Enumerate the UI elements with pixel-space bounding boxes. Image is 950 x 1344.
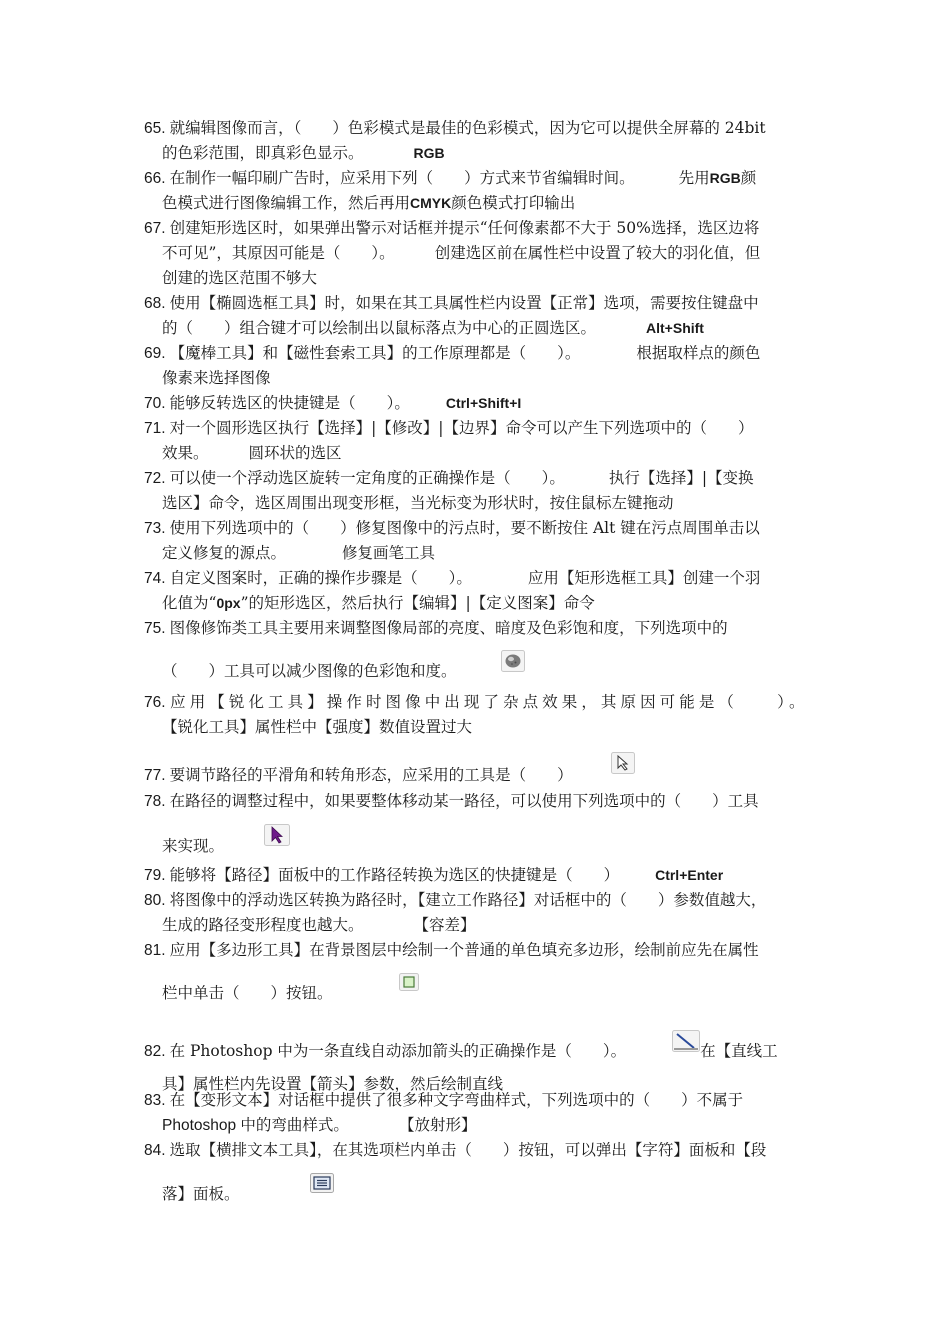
answer-text: 圆环状的选区 [248,444,342,462]
question-number: 65. [144,120,166,137]
answer-text: 在【直线工 [700,1042,778,1060]
question-80 [144,888,808,938]
question-number: 82. [144,1043,166,1060]
question-69 [144,341,808,391]
question-text: 应用【锐化工具】操作时图像中出现了杂点效果，其原因可能是（ ）。 [169,693,808,711]
answer-text: RGB [709,170,741,186]
question-text: 定义修复的源点。 [162,544,287,562]
question-70 [144,391,808,416]
question-84 [144,1138,808,1210]
answer-text: 化值为“ [162,594,217,612]
question-text: 不可见”，其原因可能是（ ）。 [162,244,395,262]
question-text: 的色彩范围，即真彩色显示。 [162,144,364,162]
question-text: 自定义图案时，正确的操作步骤是（ ）。 [169,569,472,587]
question-text: 生成的路径变形程度也越大。 [162,916,364,934]
question-text: 创建矩形选区时，如果弹出警示对话框并提示“任何像素都不大于 50%选择，选区边将 [169,219,760,237]
question-text: 就编辑图像而言，（ ）色彩模式是最佳的色彩模式，因为它可以提供全屏幕的 24bit [169,119,766,137]
question-text: 要调节路径的平滑角和转角形态，应采用的工具是（ ） [169,766,573,784]
question-text: 的（ ）组合键才可以绘制出以鼠标落点为中心的正圆选区。 [162,319,597,337]
question-text: 在 Photoshop 中为一条直线自动添加箭头的正确操作是（ ）。 [169,1042,627,1060]
question-number: 68. [144,295,166,312]
answer-text: 【放射形】 [398,1116,477,1134]
convert-point-icon [611,752,635,774]
fill-pixels-icon [399,973,419,991]
answer-text: 创建的选区范围不够大 [162,269,318,287]
answer-text: 应用【矩形选框工具】创建一个羽 [527,569,761,587]
question-number: 74. [144,570,166,587]
question-text: 选取【横排文本工具】，在其选项栏内单击（ ）按钮，可以弹出【字符】面板和【段 [169,1141,767,1159]
question-number: 84. [144,1142,166,1159]
line-tool-icon [672,1030,700,1052]
question-number: 70. [144,395,166,412]
question-68 [144,291,808,341]
question-82 [144,1030,808,1097]
question-text: Photoshop 中的弯曲样式。 [162,1117,349,1134]
answer-text: 执行【选择】|【变换 [608,469,754,487]
question-77 [144,752,808,788]
question-65 [144,116,808,166]
question-text: 可以使一个浮动选区旋转一定角度的正确操作是（ ）。 [169,469,565,487]
sponge-icon [501,650,525,672]
question-number: 80. [144,892,166,909]
answer-text: 【锐化工具】属性栏中【强度】数值设置过大 [162,718,473,736]
question-text: 落】面板。 [162,1185,240,1203]
question-number: 73. [144,520,166,537]
question-number: 77. [144,767,166,784]
question-text: 图像修饰类工具主要用来调整图像局部的亮度、暗度及色彩饱和度，下列选项中的 [169,619,728,637]
answer-text: Ctrl+Enter [655,867,724,883]
question-text: 对一个圆形选区执行【选择】|【修改】|【边界】命令可以产生下列选项中的（ ） [169,419,754,437]
question-text: 栏中单击（ ）按钮。 [162,984,333,1002]
path-selection-icon [264,824,290,846]
question-number: 66. [144,170,166,187]
answer-text: 色模式进行图像编辑工作，然后再用 [162,194,411,212]
question-83 [144,1088,808,1138]
question-text: 来实现。 [162,837,225,855]
question-number: 75. [144,620,166,637]
question-81 [144,938,808,1009]
question-text: 能够将【路径】面板中的工作路径转换为选区的快捷键是（ ） [169,866,620,884]
answer-text: 先用 [678,169,710,187]
question-text: 在【变形文本】对话框中提供了很多种文字弯曲样式，下列选项中的（ ）不属于 [169,1091,744,1109]
question-79 [144,863,808,888]
question-text: 在制作一幅印刷广告时，应采用下列（ ）方式来节省编辑时间。 [169,169,635,187]
answer-text: RGB [413,145,445,161]
question-72 [144,466,808,516]
answer-text: 创建选区前在属性栏中设置了较大的羽化值，但 [434,244,761,262]
question-number: 69. [144,345,166,362]
question-73 [144,516,808,566]
question-71 [144,416,808,466]
answer-text: 具】属性栏内先设置【箭头】参数，然后绘制直线 [162,1075,504,1093]
question-text: 应用【多边形工具】在背景图层中绘制一个普通的单色填充多边形，绘制前应先在属性 [169,941,759,959]
answer-text: CMYK [410,195,452,211]
palettes-icon [310,1173,334,1193]
question-number: 67. [144,220,166,237]
question-text: 在路径的调整过程中，如果要整体移动某一路径，可以使用下列选项中的（ ）工具 [169,792,759,810]
answer-text: 颜色模式打印输出 [451,194,576,212]
question-number: 72. [144,470,166,487]
answer-text: ”的矩形选区，然后执行【编辑】|【定义图案】命令 [240,594,595,612]
question-text: 使用下列选项中的（ ）修复图像中的污点时，要不断按住 Alt 键在污点周围单击以 [169,519,760,537]
answer-text: 0px [216,595,241,611]
answer-text: Alt+Shift [646,320,704,336]
answer-text: Ctrl+Shift+I [445,395,522,411]
answer-text: 像素来选择图像 [162,369,271,387]
question-number: 83. [144,1092,166,1109]
question-number: 76. [144,694,166,711]
answer-text: 选区】命令，选区周围出现变形框，当光标变为形状时，按住鼠标左键拖动 [162,494,674,512]
question-text: 【魔棒工具】和【磁性套索工具】的工作原理都是（ ）。 [169,344,581,362]
question-text: 使用【椭圆选框工具】时，如果在其工具属性栏内设置【正常】选项，需要按住键盘中 [169,294,759,312]
question-76 [144,690,808,740]
question-number: 81. [144,942,166,959]
question-number: 71. [144,420,166,437]
question-text: （ ）工具可以减少图像的色彩饱和度。 [162,662,457,680]
question-66 [144,166,808,216]
answer-text: 根据取样点的颜色 [636,344,761,362]
question-text: 效果。 [162,444,209,462]
answer-text: 修复画笔工具 [342,544,436,562]
question-text: 将图像中的浮动选区转换为路径时，【建立工作路径】对话框中的（ ）参数值越大， [169,891,767,909]
question-text: 能够反转选区的快捷键是（ ）。 [169,394,410,412]
answer-text: 颜 [740,169,757,187]
question-67 [144,216,808,291]
question-75 [144,616,808,687]
question-number: 79. [144,867,166,884]
question-74 [144,566,808,616]
question-number: 78. [144,793,166,810]
question-78 [144,789,808,862]
answer-text: 【容差】 [413,916,476,934]
